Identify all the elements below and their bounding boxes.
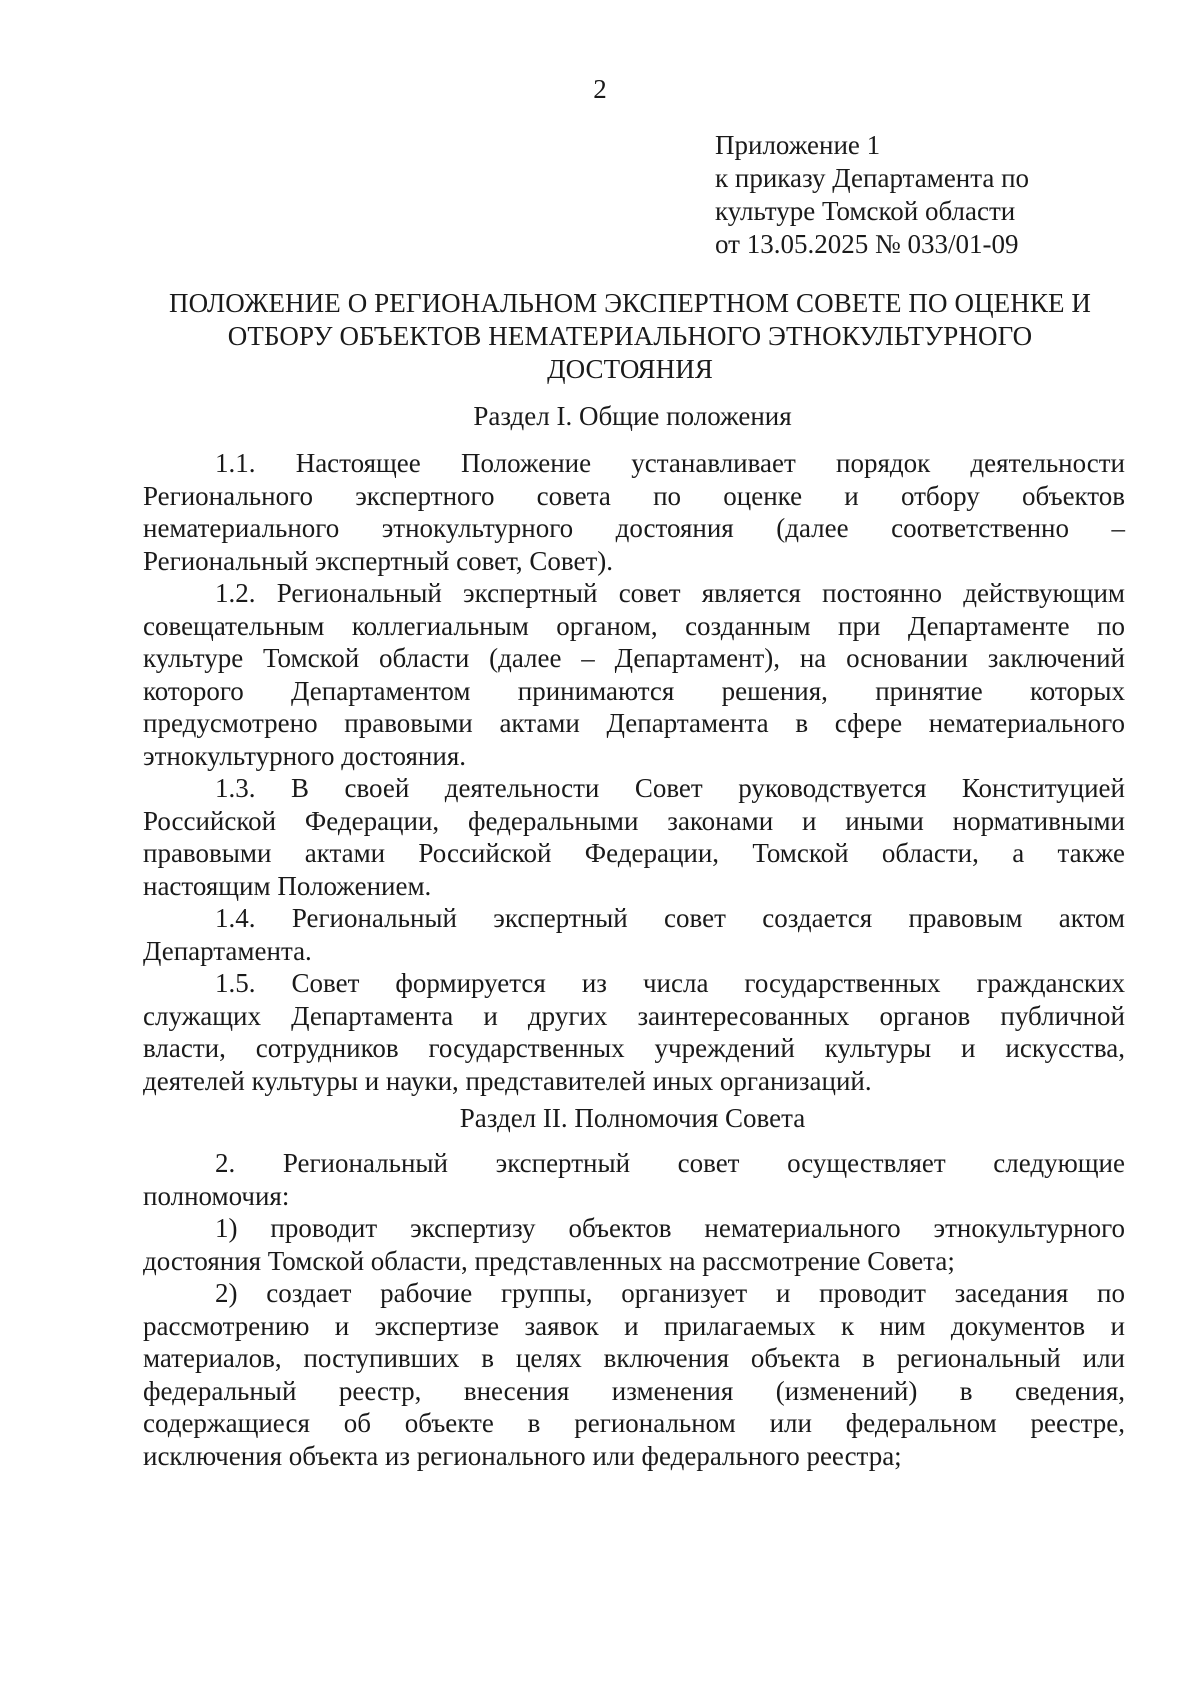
paragraph-2-1: [143, 1212, 1125, 1277]
paragraph-line: содержащиеся об объекте в региональном или федеральном реестре,: [143, 1408, 1125, 1438]
paragraph-2-2: [143, 1277, 1125, 1472]
paragraph-1-2: [143, 577, 1125, 772]
paragraph-2: [143, 1147, 1125, 1212]
paragraph-1-1: [143, 447, 1125, 577]
paragraph-line: материалов, поступивших в целях включения объекта в региональный или: [143, 1343, 1125, 1373]
paragraph-line: исключения объекта из регионального или федерального реестра;: [143, 1440, 902, 1471]
paragraph-line: Департамента.: [143, 935, 312, 966]
paragraph-line: правовыми актами Российской Федерации, Томской области, а также: [143, 838, 1125, 868]
paragraph-line: 2) создает рабочие группы, организует и проводит заседания по: [215, 1278, 1125, 1308]
appendix-block: [715, 129, 1145, 261]
paragraph-line: Региональный экспертный совет, Совет).: [143, 545, 614, 576]
paragraph-line: нематериального этнокультурного достояния (далее соответственно –: [143, 513, 1125, 543]
paragraph-line: Регионального экспертного совета по оценке и отбору объектов: [143, 480, 1125, 511]
paragraph-line: этнокультурного достояния.: [143, 740, 466, 771]
paragraph-line: предусмотрено правовыми актами Департамента в сфере нематериального: [143, 708, 1125, 738]
paragraph-line: 1.1. Настоящее Положение устанавливает порядок деятельности: [215, 448, 1125, 478]
paragraph-line: полномочия:: [143, 1180, 290, 1211]
paragraph-line: 1.4. Региональный экспертный совет создается правовым актом: [215, 903, 1125, 933]
paragraph-line: рассмотрению и экспертизе заявок и прилагаемых к ним документов и: [143, 1310, 1125, 1341]
appendix-line: от 13.05.2025 № 033/01-09: [715, 229, 1019, 259]
paragraph-line: совещательным коллегиальным органом, созданным при Департаменте по: [143, 610, 1125, 641]
paragraph-line: деятелей культуры и науки, представителей иных организаций.: [143, 1065, 872, 1096]
document-title: [140, 287, 1120, 386]
paragraph-line: культуре Томской области (далее – Департамент), на основании заключений: [143, 643, 1125, 673]
paragraph-line: власти, сотрудников государственных учреждений культуры и искусства,: [143, 1033, 1125, 1063]
paragraph-line: 1.5. Совет формируется из числа государственных гражданских: [215, 968, 1125, 998]
appendix-line: Приложение 1: [715, 130, 881, 160]
section-heading-1: Раздел I. Общие положения: [473, 401, 792, 431]
title-line: ПОЛОЖЕНИЕ О РЕГИОНАЛЬНОМ ЭКСПЕРТНОМ СОВЕТЕ ПО ОЦЕНКЕ И: [168, 288, 1092, 318]
appendix-line: культуре Томской области: [715, 196, 1016, 226]
paragraph-line: 2. Региональный экспертный совет осуществляет следующие: [215, 1148, 1125, 1178]
page-number: 2: [593, 74, 607, 104]
title-line: ДОСТОЯНИЯ: [547, 354, 713, 384]
paragraph-line: 1.2. Региональный экспертный совет является постоянно действующим: [215, 578, 1125, 608]
paragraph-line: настоящим Положением.: [143, 870, 432, 901]
section-heading-2: Раздел II. Полномочия Совета: [459, 1103, 806, 1133]
appendix-line: к приказу Департамента по: [715, 163, 1030, 193]
paragraph-line: 1) проводит экспертизу объектов нематериального этнокультурного: [215, 1213, 1125, 1243]
paragraph-1-3: [143, 772, 1125, 902]
paragraph-line: служащих Департамента и других заинтересованных органов публичной: [143, 1000, 1125, 1031]
paragraph-1-5: [143, 967, 1125, 1097]
paragraph-line: которого Департаментом принимаются решения, принятие которых: [143, 675, 1125, 706]
paragraph-line: достояния Томской области, представленных на рассмотрение Совета;: [143, 1245, 955, 1276]
paragraph-line: 1.3. В своей деятельности Совет руководствуется Конституцией: [215, 773, 1125, 803]
paragraph-line: федеральный реестр, внесения изменения (изменений) в сведения,: [143, 1375, 1125, 1406]
paragraph-1-4: [143, 902, 1125, 967]
paragraph-line: Российской Федерации, федеральными законами и иными нормативными: [143, 805, 1125, 836]
title-line: ОТБОРУ ОБЪЕКТОВ НЕМАТЕРИАЛЬНОГО ЭТНОКУЛЬТУРНОГО: [227, 321, 1033, 351]
